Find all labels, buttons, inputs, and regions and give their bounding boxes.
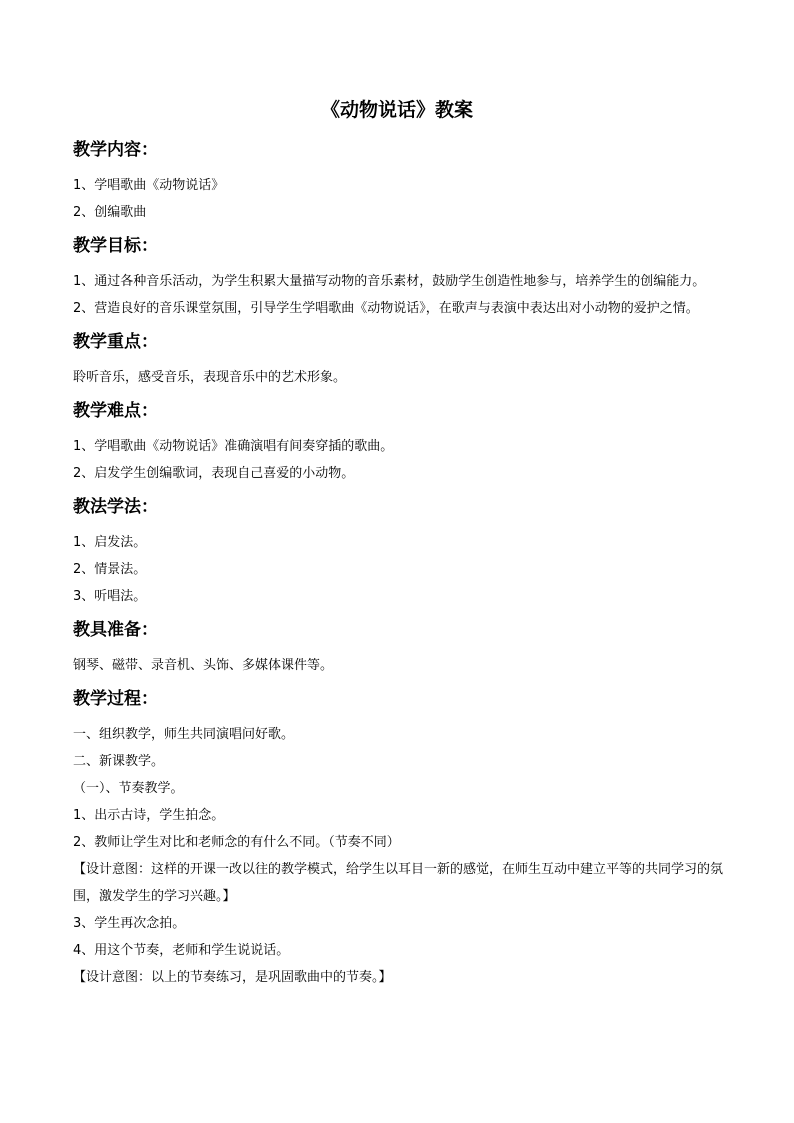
paragraph: 2、营造良好的音乐课堂氛围，引导学生学唱歌曲《动物说话》，在歌声与表演中表达出对小动物的爱护之情。	[73, 301, 699, 316]
section-key-points	[73, 330, 723, 391]
section-difficulties	[73, 399, 723, 487]
paragraph: 4、用这个节奏，老师和学生说说话。	[73, 943, 290, 958]
paragraph: 聆听音乐，感受音乐，表现音乐中的艺术形象。	[73, 370, 347, 385]
paragraph: 【设计意图：这样的开课一改以往的教学模式，给学生以耳目一新的感觉，在师生互动中建立平等的共同学习的氛围，激发学生的学习兴趣。】	[73, 862, 724, 904]
document-body	[73, 138, 723, 999]
section-heading: 教学过程：	[73, 689, 158, 709]
paragraph: 3、听唱法。	[73, 589, 147, 604]
paragraph: 3、学生再次念拍。	[73, 916, 186, 931]
paragraph: 1、出示古诗，学生拍念。	[73, 808, 225, 823]
paragraph: 钢琴、磁带、录音机、头饰、多媒体课件等。	[73, 658, 334, 673]
section-heading: 教法学法：	[73, 497, 158, 517]
paragraph: 1、学唱歌曲《动物说话》准确演唱有间奏穿插的歌曲。	[73, 439, 394, 454]
paragraph: 2、创编歌曲	[73, 205, 147, 220]
paragraph: 【设计意图：以上的节奏练习，是巩固歌曲中的节奏。】	[73, 970, 392, 985]
paragraph: 二、新课教学。	[73, 754, 165, 769]
paragraph: 1、学唱歌曲《动物说话》	[73, 178, 225, 193]
section-process	[73, 687, 723, 991]
section-heading: 教学内容：	[73, 140, 158, 160]
paragraph: 1、启发法。	[73, 535, 147, 550]
section-heading: 教学难点：	[73, 401, 158, 421]
paragraph: 2、教师让学生对比和老师念的有什么不同。（节奏不同）	[73, 835, 400, 850]
section-materials	[73, 618, 723, 679]
section-teaching-goals	[73, 234, 723, 322]
paragraph: 1、通过各种音乐活动，为学生积累大量描写动物的音乐素材，鼓励学生创造性地参与，培养学生的创编能力。	[73, 274, 706, 289]
page-title: 《动物说话》教案	[320, 99, 473, 121]
paragraph: 2、启发学生创编歌词，表现自己喜爱的小动物。	[73, 466, 355, 481]
section-methods	[73, 495, 723, 610]
section-teaching-content	[73, 138, 723, 226]
paragraph: （一）、节奏教学。	[73, 781, 184, 796]
section-heading: 教具准备：	[73, 620, 158, 640]
paragraph: 一、组织教学，师生共同演唱问好歌。	[73, 727, 295, 742]
section-heading: 教学重点：	[73, 332, 158, 352]
section-heading: 教学目标：	[73, 236, 158, 256]
paragraph: 2、情景法。	[73, 562, 147, 577]
